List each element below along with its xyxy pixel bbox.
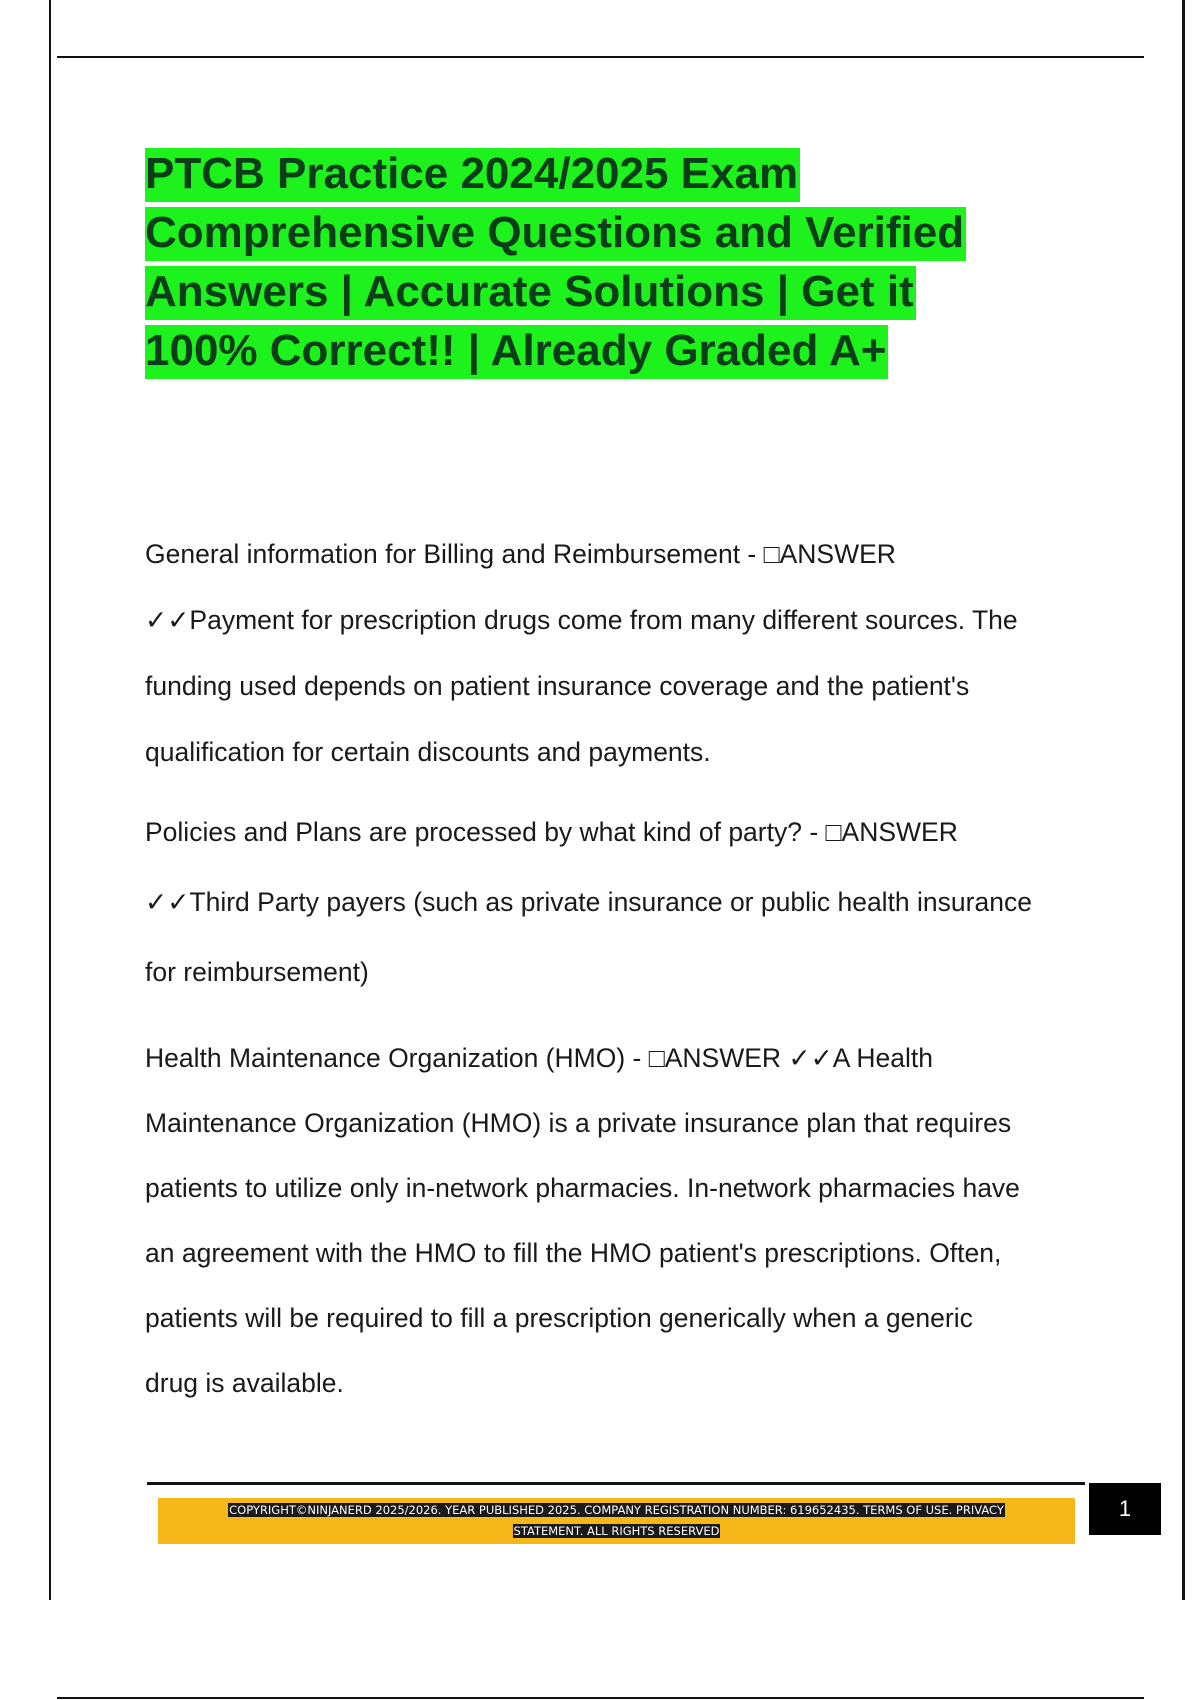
title-line: Comprehensive Questions and Verified <box>145 207 966 261</box>
copyright-line: STATEMENT. ALL RIGHTS RESERVED <box>513 1524 720 1538</box>
title-line: Answers | Accurate Solutions | Get it <box>145 266 916 320</box>
header-rule <box>57 56 1144 58</box>
page-border-left <box>49 0 51 1600</box>
text-line: an agreement with the HMO to fill the HMO patient's prescriptions. Often, <box>145 1238 1002 1268</box>
text-line: ✓✓Third Party payers (such as private insurance or public health insurance <box>145 887 1032 917</box>
text-line: General information for Billing and Reimbursement - □ANSWER <box>145 539 896 569</box>
qa-item-third-party <box>145 811 1105 1037</box>
text-line: ✓✓Payment for prescription drugs come from many different sources. The <box>145 605 1018 635</box>
title-line: 100% Correct!! | Already Graded A+ <box>145 325 888 379</box>
copyright-notice <box>170 1500 1063 1542</box>
text-line: Maintenance Organization (HMO) is a private insurance plan that requires <box>145 1108 1012 1138</box>
text-line: drug is available. <box>145 1368 344 1398</box>
document-title <box>145 144 1095 380</box>
text-line: for reimbursement) <box>145 957 369 987</box>
qa-item-hmo <box>145 1037 1105 1427</box>
text-line: Policies and Plans are processed by what kind of party? - □ANSWER <box>145 817 958 847</box>
page-border-right <box>1182 0 1185 1600</box>
copyright-line: COPYRIGHT©NINJANERD 2025/2026. YEAR PUBLISHED 2025. COMPANY REGISTRATION NUMBER: 619652435. TERMS OF USE. PRIVACY <box>229 1503 1004 1517</box>
qa-item-billing <box>145 533 1105 811</box>
text-line: patients will be required to fill a prescription generically when a generic <box>145 1303 973 1333</box>
page-number: 1 <box>1089 1483 1161 1535</box>
text-line: qualification for certain discounts and payments. <box>145 737 711 767</box>
text-line: patients to utilize only in-network pharmacies. In-network pharmacies have <box>145 1173 1020 1203</box>
text-line: funding used depends on patient insurance coverage and the patient's <box>145 671 970 701</box>
title-line: PTCB Practice 2024/2025 Exam <box>145 148 800 202</box>
footer-rule <box>147 1482 1085 1485</box>
text-line: Health Maintenance Organization (HMO) - □ANSWER ✓✓A Health <box>145 1043 933 1073</box>
next-page-rule <box>57 1697 1144 1699</box>
document-body <box>145 533 1105 1427</box>
